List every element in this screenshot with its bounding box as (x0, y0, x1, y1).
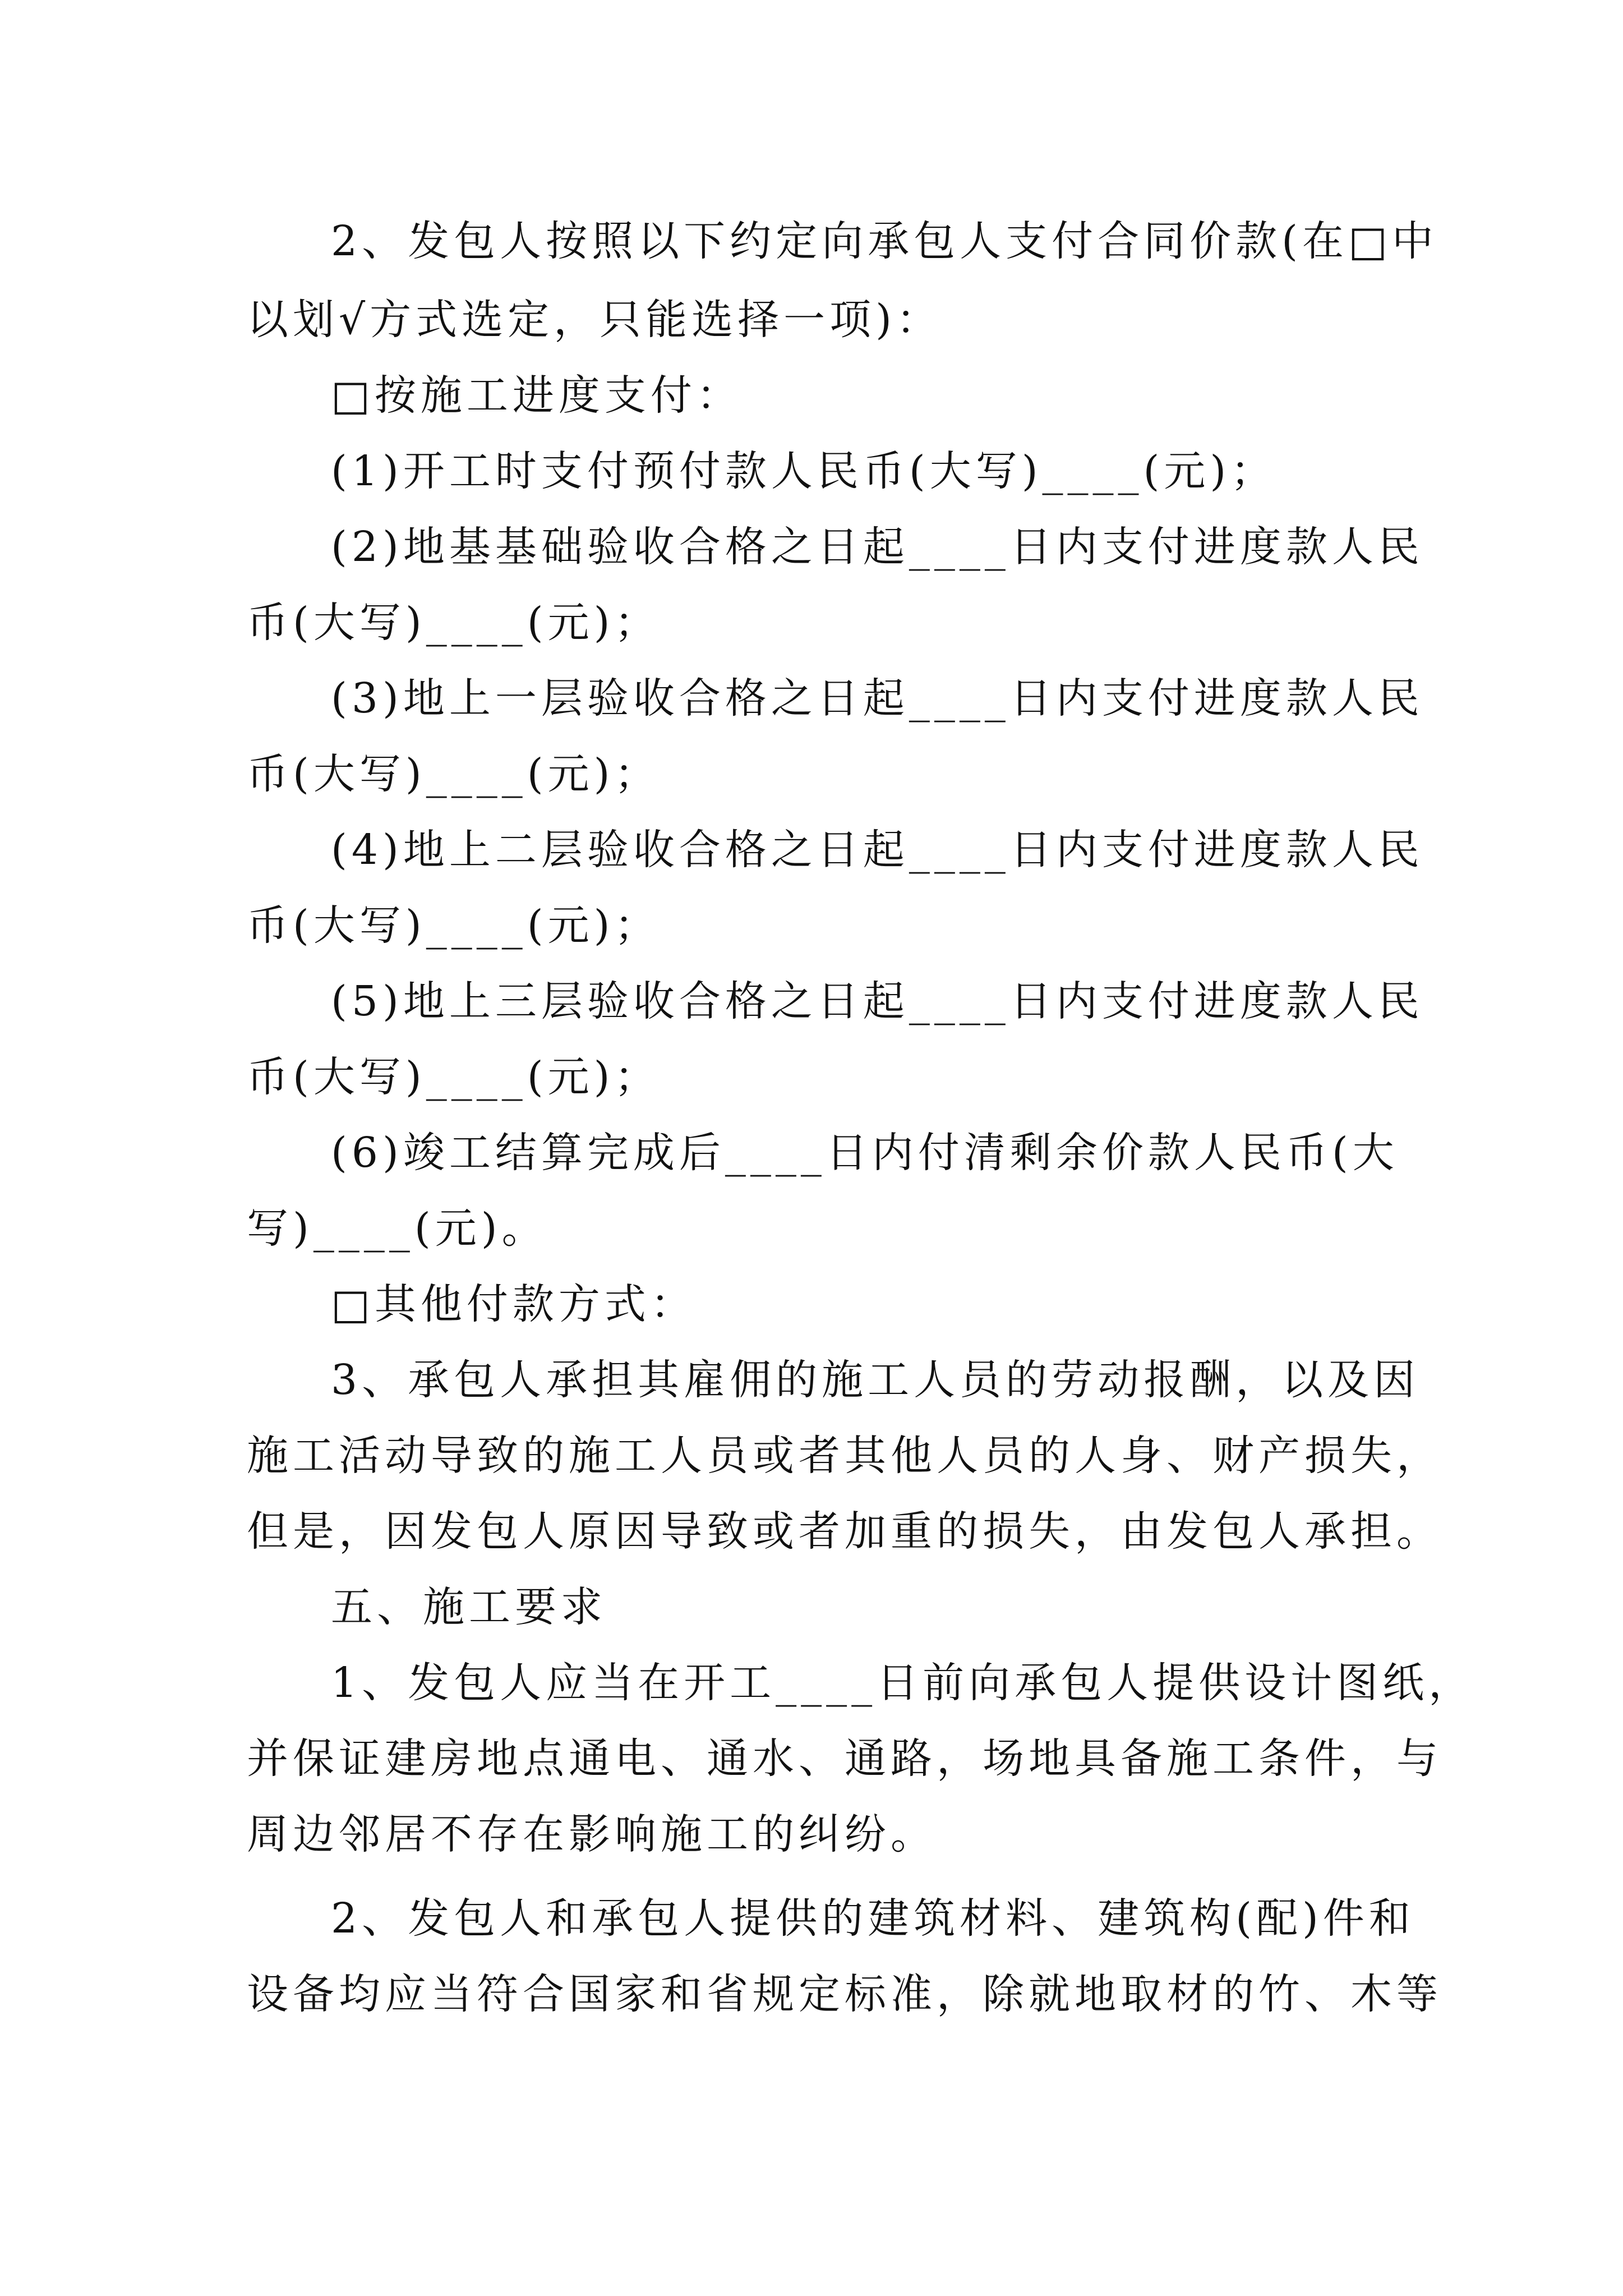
paragraph-line: 1、发包人应当在开工____日前向承包人提供设计图纸， (331, 1659, 1475, 1707)
paragraph-line: 设备均应当符合国家和省规定标准，除就地取材的竹、木等 (247, 1970, 1442, 2018)
paragraph-line: 3、承包人承担其雇佣的施工人员的劳动报酬，以及因 (331, 1356, 1420, 1404)
paragraph-line: 币(大写)____(元)； (247, 1053, 661, 1101)
paragraph-line: (6)竣工结算完成后____日内付清剩余价款人民币(大 (331, 1129, 1399, 1177)
paragraph-line: 2、发包人和承包人提供的建筑材料、建筑构(配)件和 (331, 1894, 1415, 1943)
paragraph-line: □其他付款方式： (331, 1280, 697, 1328)
paragraph-line: 币(大写)____(元)； (247, 599, 661, 647)
paragraph-line: 并保证建房地点通电、通水、通路，场地具备施工条件，与 (247, 1734, 1442, 1783)
paragraph-line: (2)地基基础验收合格之日起____日内支付进度款人民 (331, 523, 1424, 571)
paragraph-line: 写)____(元)。 (247, 1204, 548, 1253)
paragraph-line: 币(大写)____(元)； (247, 750, 661, 798)
paragraph-line: (1)开工时支付预付款人民币(大写)____(元)； (331, 447, 1277, 495)
paragraph-line: 以划√方式选定，只能选择一项)： (247, 296, 943, 344)
paragraph-line: 施工活动导致的施工人员或者其他人员的人身、财产损失， (247, 1432, 1442, 1480)
paragraph-line: 但是，因发包人原因导致或者加重的损失，由发包人承担。 (247, 1507, 1442, 1556)
paragraph-line: (5)地上三层验收合格之日起____日内支付进度款人民 (331, 977, 1424, 1025)
section-heading: 五、施工要求 (331, 1583, 607, 1631)
paragraph-line: (3)地上一层验收合格之日起____日内支付进度款人民 (331, 674, 1424, 723)
paragraph-line: 币(大写)____(元)； (247, 901, 661, 950)
paragraph-line: 周边邻居不存在影响施工的纠纷。 (247, 1810, 937, 1858)
paragraph-line: □按施工进度支付： (331, 371, 743, 420)
paragraph-line: (4)地上二层验收合格之日起____日内支付进度款人民 (331, 826, 1424, 874)
paragraph-line: 2、发包人按照以下约定向承包人支付合同价款(在□中 (331, 217, 1438, 265)
